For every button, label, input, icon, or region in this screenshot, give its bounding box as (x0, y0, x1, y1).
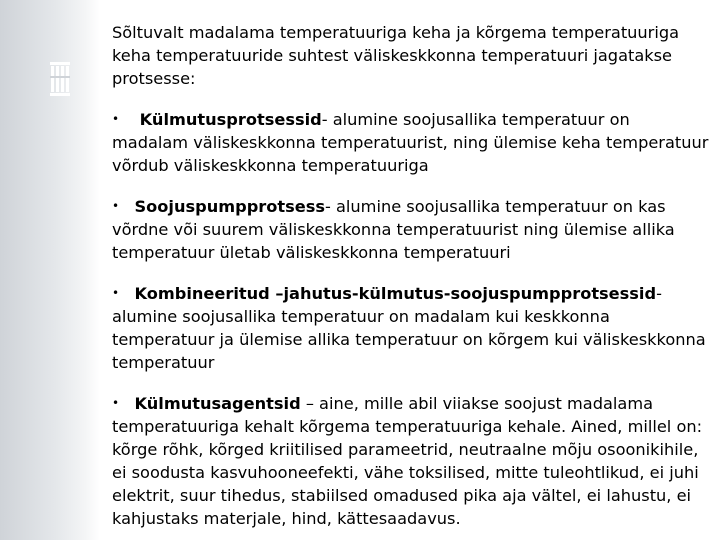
definition-heat-pump: - alumine soojusallika temperatuur on kas võrdne või suurem väliskeskkonna temperatuurist ning ülemise allika temperatuur ületab väliskeskkonna temperatuuri (112, 197, 675, 262)
bullet-item-combined (112, 282, 710, 374)
term-heat-pump: Soojuspumpprotsess (134, 197, 326, 216)
slide-body (112, 21, 710, 540)
bullet-icon: • (112, 199, 120, 213)
bullet-icon: • (112, 396, 120, 410)
bullet-item-heat-pump (112, 195, 710, 264)
term-refrigerants: Külmutusagentsid (134, 394, 301, 413)
university-logo-icon (50, 62, 70, 96)
bullet-item-refrigerants (112, 392, 710, 530)
definition-combined: -alumine soojusallika temperatuur on madalam kui keskkonna temperatuur ja ülemise allika temperatuur on kõrgem kui väliskeskkonna temperatuur (112, 284, 706, 372)
term-freezing: Külmutusprotsessid (139, 110, 322, 129)
bullet-item-freezing (112, 108, 710, 177)
definition-refrigerants: – aine, mille abil viiakse soojust madalama temperatuuriga kehalt kõrgema temperatuuriga kehale. Ained, millel on: kõrge rõhk, kõrged kriitilised parameetrid, neutraalne mõju osoonikihile, ei soodusta kasvuhooneefekti, vähe toksilised, mitte tuleohtlikud, ei juhi elektrit, suur tihedus, stabiilsed omadused pika aja vältel, ei lahustu, ei kahjustaks materjale, hind, kättesaadavus. (112, 394, 703, 528)
intro-paragraph: Sõltuvalt madalama temperatuuriga keha ja kõrgema temperatuuriga keha temperatuuride suhtest väliskeskkonna temperatuuri jagatakse protsesse: (112, 23, 680, 88)
bullet-icon: • (112, 112, 120, 126)
term-combined: Kombineeritud –jahutus-külmutus-soojuspumpprotsessid (134, 284, 657, 303)
bullet-icon: • (112, 286, 120, 300)
definition-freezing: - alumine soojusallika temperatuur on madalam väliskeskkonna temperatuurist, ning ülemise keha temperatuur võrdub väliskeskkonna temperatuuriga (112, 110, 709, 175)
